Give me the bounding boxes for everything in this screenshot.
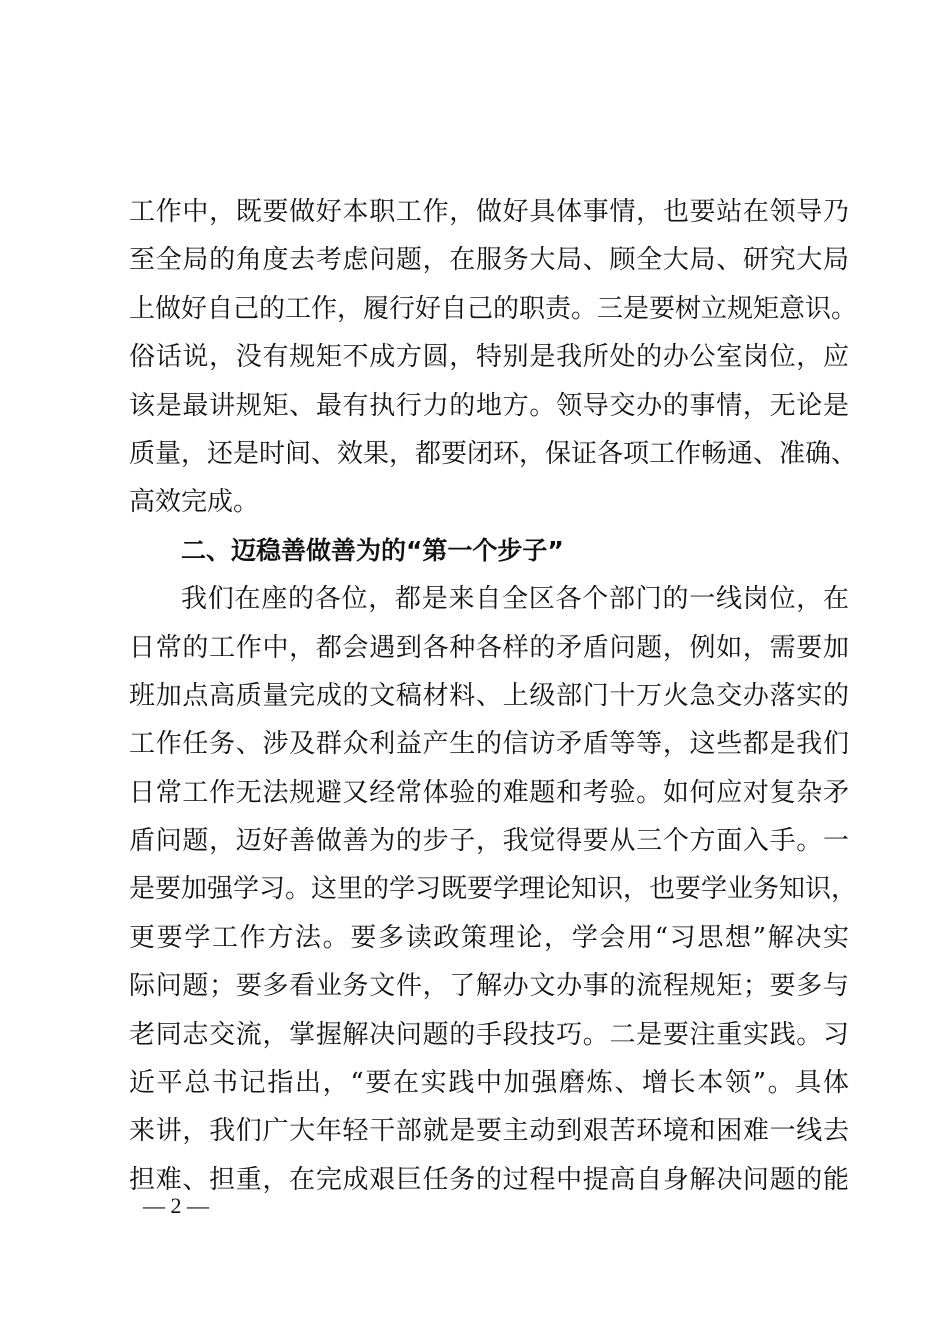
text-line: 我们在座的各位，都是来自全区各个部门的一线岗位，在	[181, 584, 849, 615]
text-line: 工作任务、涉及群众利益产生的信访矛盾等等，这些都是我们	[129, 729, 849, 760]
text-line: 近平总书记指出，“要在实践中加强磨炼、增长本领”。具体	[129, 1068, 849, 1099]
text-line: 上做好自己的工作，履行好自己的职责。三是要树立规矩意识。	[129, 293, 858, 324]
text-line: 高效完成。	[129, 487, 260, 518]
page-number: — 2 —	[143, 1193, 209, 1218]
text-line: 至全局的角度去考虑问题，在服务大局、顾全大局、研究大局	[129, 245, 849, 276]
text-line: 盾问题，迈好善做善为的步子，我觉得要从三个方面入手。一	[129, 826, 849, 857]
text-line: 来讲，我们广大年轻干部就是要主动到艰苦环境和困难一线去	[129, 1116, 849, 1147]
text-line: 质量，还是时间、效果，都要闭环，保证各项工作畅通、准确、	[129, 438, 858, 469]
text-line: 是要加强学习。这里的学习既要学理论知识，也要学业务知识，	[129, 874, 858, 905]
text-line: 该是最讲规矩、最有执行力的地方。领导交办的事情，无论是	[129, 390, 849, 421]
text-line: 工作中，既要做好本职工作，做好具体事情，也要站在领导乃	[129, 197, 849, 227]
text-line: 日常工作无法规避又经常体验的难题和考验。如何应对复杂矛	[129, 777, 849, 808]
section-heading: 二、迈稳善做善为的“第一个步子”	[181, 535, 564, 565]
text-line: 更要学工作方法。要多读政策理论，学会用“习思想”解决实	[129, 922, 849, 953]
text-line: 俗话说，没有规矩不成方圆，特别是我所处的办公室岗位，应	[129, 342, 849, 373]
text-line: 日常的工作中，都会遇到各种各样的矛盾问题，例如，需要加	[129, 632, 849, 663]
text-line: 班加点高质量完成的文稿材料、上级部门十万火急交办落实的	[129, 680, 849, 711]
text-line: 际问题；要多看业务文件，了解办文办事的流程规矩；要多与	[129, 971, 849, 1002]
body-text	[129, 188, 858, 1204]
text-line: 担难、担重，在完成艰巨任务的过程中提高自身解决问题的能	[129, 1164, 849, 1195]
text-line: 老同志交流，掌握解决问题的手段技巧。二是要注重实践。习	[129, 1019, 849, 1050]
